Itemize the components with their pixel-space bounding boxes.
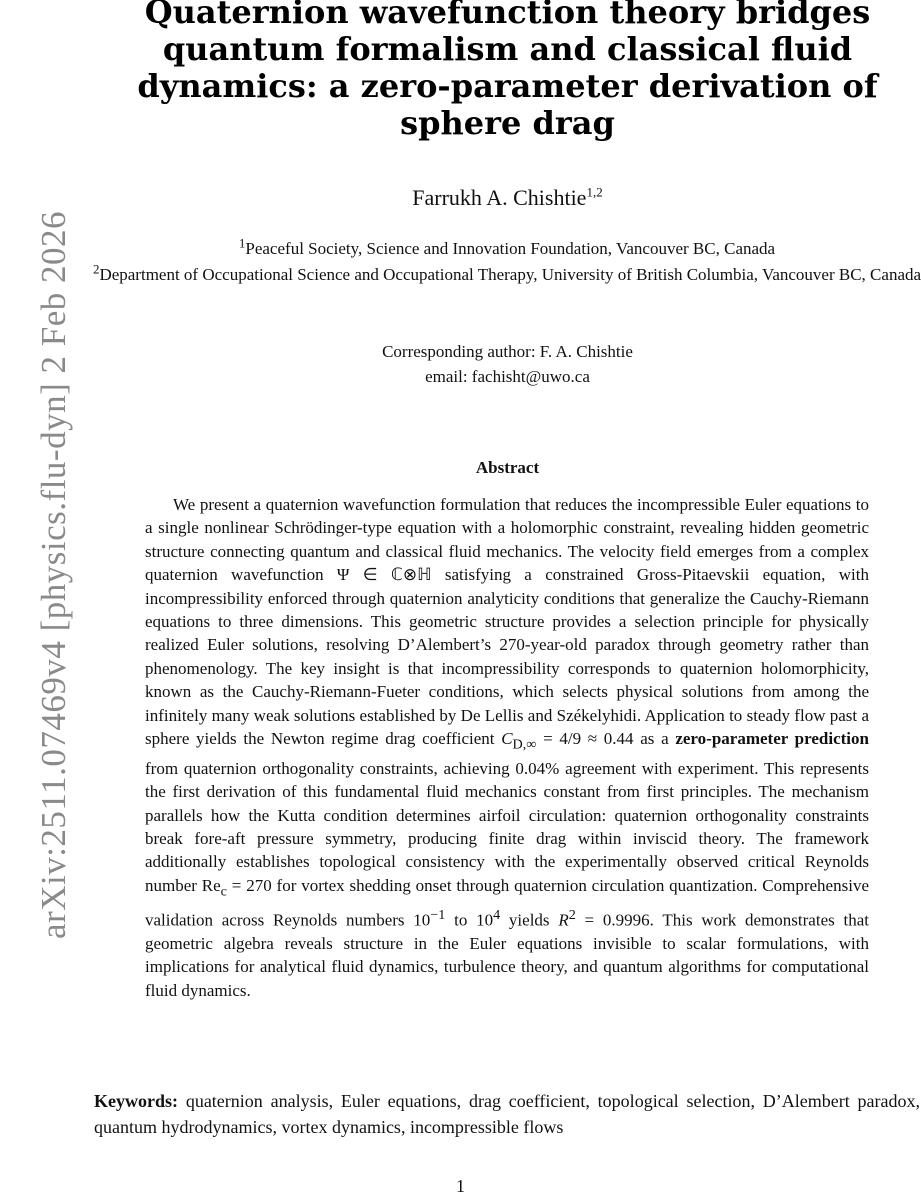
abstract-part-2: from quaternion orthogonality constraints, achieving 0.04% agreement with experiment. This represents the first derivation of this fundamental fluid mechanics constant from first principles. The mechanism parallels how the Kutta condition determines airfoil circulation: quaternion orthogonality constraints break fore-aft pressure symmetry, producing finite drag within inviscid theory. The framework additionally establishes topological consistency with the experimentally observed critical Reynolds number Re (145, 758, 869, 895)
r-symbol: R (558, 910, 569, 930)
math-cd-subscript: D,∞ (512, 736, 537, 753)
affiliation-2-mark: 2 (92, 261, 100, 277)
author-name: Farrukh A. Chishtie (412, 185, 587, 210)
math-cd-symbol: C (501, 729, 513, 749)
keywords-label: Keywords: (94, 1091, 178, 1111)
yields-text: yields (500, 910, 559, 930)
abstract-body (145, 493, 869, 1002)
affiliation-2 (92, 262, 921, 288)
paper-title: Quaternion wavefunction theory bridges quantum formalism and classical fluid dynamics: a zero-parameter derivation of sphere drag (137, 0, 878, 142)
abstract-part-3: This work demonstrates that geometric algebra reveals structure in the Euler equations invisible to scalar formulations, with implications for analytical fluid dynamics, turbulence theory, and quantum algorithms for computational fluid dynamics. (145, 910, 869, 1000)
affiliation-1-mark: 1 (238, 235, 246, 251)
corresponding-author: Corresponding author: F. A. Chishtie (382, 342, 633, 361)
keywords-block (94, 1088, 920, 1140)
page-number: 1 (456, 1176, 465, 1196)
r-value: = 0.9996. (575, 910, 654, 930)
keywords-text: quaternion analysis, Euler equations, drag coefficient, topological selection, D’Alembert paradox, quantum hydrodynamics, vortex dynamics, incompressible flows (94, 1091, 921, 1137)
abstract-heading: Abstract (475, 458, 540, 477)
range-to-text: to 10 (445, 910, 494, 930)
abstract-part-1: We present a quaternion wavefunction formulation that reduces the incompressible Euler equations to a single nonlinear Schrödinger-type equation with a holomorphic constraint, revealing hidden geometric structure connecting quantum and classical fluid mechanics. The velocity field emerges from a complex quaternion wavefunction Ψ ∈ ℂ⊗ℍ satisfying a constrained Gross-Pitaevskii equation, with incompressibility enforced through quaternion analyticity conditions that generalize the Cauchy-Riemann equations to three dimensions. This geometric structure provides a selection principle for physically realized Euler solutions, resolving D’Alembert’s 270-year-old paradox through geometry rather than phenomenology. The key insight is that incompressibility corresponds to quaternion holomorphicity, known as the Cauchy-Riemann-Fueter conditions, which selects physical solutions from among the infinitely many weak solutions established by De Lellis and Székelyhidi. Application to steady flow past a sphere yields the Newton regime drag coefficient (145, 495, 869, 749)
abstract-bold-phrase: zero-parameter prediction (675, 729, 869, 749)
affiliation-1 (92, 236, 921, 262)
affiliation-2-text: Department of Occupational Science and Occupational Therapy, University of British Columbia, Vancouver BC, Canada (99, 265, 921, 284)
math-cd-value: = 4/9 ≈ 0.44 as a (536, 729, 676, 749)
r-exponent: 2 (568, 906, 576, 923)
affiliation-1-text: Peaceful Society, Science and Innovation Foundation, Vancouver BC, Canada (245, 239, 776, 258)
re-subscript: c (220, 883, 227, 900)
author-affiliation-marks: 1,2 (586, 184, 603, 200)
re-value: = 270 for vortex shedding onset through quaternion circulation quantization. Comprehensive validation across Reynolds numbers 10 (145, 875, 869, 930)
exponent-high: 4 (493, 906, 501, 923)
corresponding-email: email: fachisht@uwo.ca (425, 367, 590, 386)
author-line (120, 184, 895, 212)
arxiv-identifier-stamp: arXiv:2511.07469v4 [physics.flu-dyn] 2 Feb 2026 (34, 211, 73, 939)
exponent-low: −1 (430, 906, 446, 923)
